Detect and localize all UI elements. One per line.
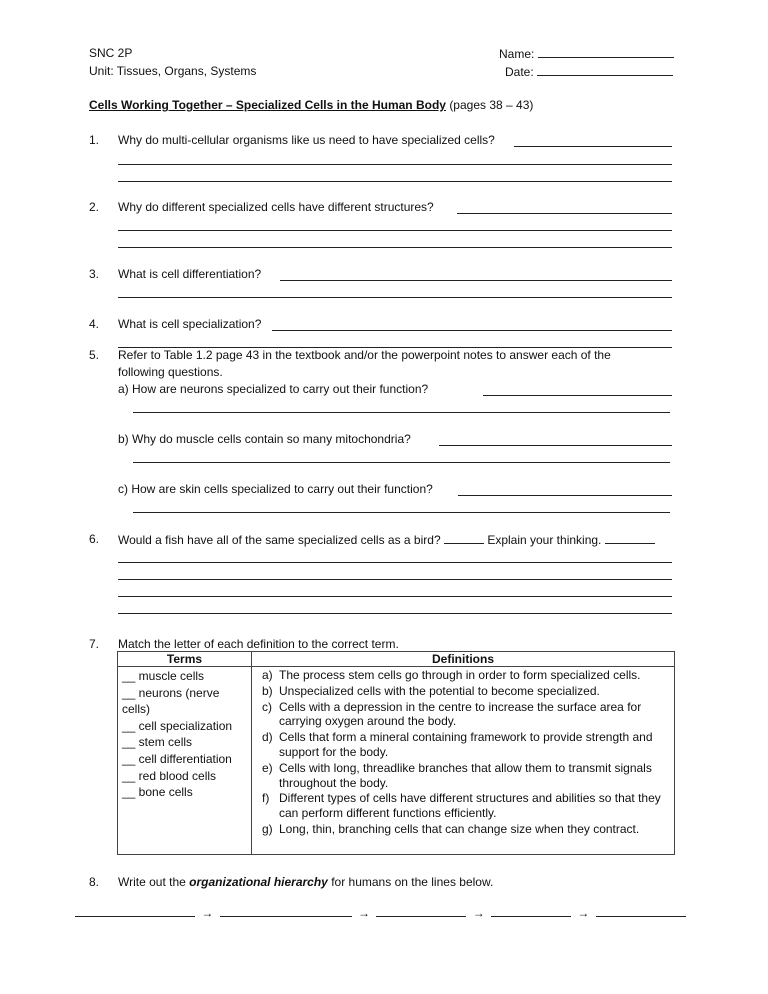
q5b-text: b) Why do muscle cells contain so many mitochondria? (118, 432, 411, 446)
definition-letter: c) (262, 699, 272, 714)
definition-letter: d) (262, 730, 273, 745)
q6-answer-line[interactable] (118, 613, 672, 614)
definition-letter: f) (262, 791, 270, 806)
q5c-answer-line[interactable] (458, 495, 672, 496)
name-field[interactable] (499, 46, 674, 61)
q7-text: Match the letter of each definition to the correct term. (118, 637, 399, 651)
q4-answer-line[interactable] (272, 330, 672, 331)
worksheet-title (89, 98, 533, 112)
definition-text: The process stem cells go through in order to form specialized cells. (279, 668, 641, 682)
q7-number: 7. (89, 637, 100, 651)
q2-answer-line[interactable] (457, 213, 672, 214)
q4-number: 4. (89, 317, 100, 331)
course-code: SNC 2P (89, 46, 133, 60)
term-item[interactable]: __ red blood cells (122, 768, 217, 783)
q1-answer-line[interactable] (118, 181, 672, 182)
definitions-header: Definitions (252, 652, 675, 667)
title-pages: (pages 38 – 43) (449, 98, 534, 112)
terms-header: Terms (118, 652, 252, 667)
definition-text: Long, thin, branching cells that can change size when they contract. (279, 821, 640, 836)
q8-emphasis: organizational hierarchy (189, 875, 328, 889)
q1-answer-line[interactable] (514, 146, 672, 147)
term-item[interactable]: __ neurons (nerve cells) (122, 685, 220, 717)
q6-answer-line[interactable] (118, 562, 672, 563)
q6-question: Would a fish have all of the same specialized cells as a bird? (118, 533, 441, 547)
definition-letter: a) (262, 668, 273, 682)
q4-text: What is cell specialization? (118, 317, 262, 331)
definitions-column (252, 667, 675, 855)
title-text: Cells Working Together – Specialized Cells in the Human Body (89, 98, 446, 112)
hierarchy-blank[interactable] (376, 905, 466, 917)
date-field[interactable] (505, 64, 673, 79)
definition-item (256, 668, 670, 683)
term-item[interactable]: __ cell differentiation (122, 751, 232, 766)
definition-item (256, 684, 670, 699)
q2-text: Why do different specialized cells have different structures? (118, 200, 434, 214)
arrow-icon: → (577, 906, 590, 920)
definition-item (256, 822, 670, 837)
q5b-answer-line[interactable] (439, 445, 672, 446)
hierarchy-blank[interactable] (491, 905, 571, 917)
q5-text-line1: Refer to Table 1.2 page 43 in the textbook and/or the powerpoint notes to answer each of the (118, 348, 611, 362)
q3-answer-line[interactable] (118, 297, 672, 298)
arrow-icon: → (201, 906, 214, 920)
arrow-icon: → (472, 906, 485, 920)
q5-number: 5. (89, 348, 100, 362)
q2-answer-line[interactable] (118, 230, 672, 231)
definition-item (256, 700, 670, 730)
q5a-text: a) How are neurons specialized to carry out their function? (118, 382, 429, 396)
q5a-answer-line[interactable] (483, 395, 672, 396)
date-blank[interactable] (537, 64, 673, 76)
definition-letter: e) (262, 760, 273, 775)
term-item[interactable]: __ cell specialization (122, 718, 233, 733)
definition-item (256, 761, 670, 791)
term-item[interactable]: __ muscle cells (122, 669, 205, 683)
term-item[interactable]: __ stem cells (122, 735, 193, 750)
hierarchy-row (72, 905, 689, 920)
unit-name: Unit: Tissues, Organs, Systems (89, 64, 257, 78)
hierarchy-blank[interactable] (75, 905, 195, 917)
q8-number: 8. (89, 875, 100, 889)
definition-item (256, 730, 670, 760)
definition-text: Unspecialized cells with the potential to become specialized. (279, 683, 600, 698)
q6-explain: Explain your thinking. (487, 533, 602, 547)
definition-text: Cells that form a mineral containing framework to provide strength and support for the body. (279, 730, 653, 759)
q8-text-before: Write out the (118, 875, 186, 889)
matching-table (117, 651, 675, 855)
q6-answer-line[interactable] (118, 579, 672, 580)
definition-text: Different types of cells have different structures and abilities so that they can perform different functions efficiently. (279, 791, 661, 821)
q5-text-line2: following questions. (118, 365, 223, 379)
q5c-answer-line[interactable] (133, 512, 670, 513)
q5c-text: c) How are skin cells specialized to carry out their function? (118, 482, 433, 496)
definition-letter: g) (262, 821, 273, 836)
q2-number: 2. (89, 200, 100, 214)
q8-text-after: for humans on the lines below. (331, 875, 494, 889)
definition-text: Cells with a depression in the centre to increase the surface area for carrying oxygen around the body. (279, 699, 642, 729)
q1-number: 1. (89, 133, 100, 147)
name-label: Name: (499, 47, 535, 61)
q6-explain-blank[interactable] (605, 532, 655, 544)
terms-column (118, 667, 252, 855)
definition-text: Cells with long, threadlike branches that allow them to transmit signals throughout the body. (279, 760, 652, 790)
hierarchy-blank[interactable] (596, 905, 686, 917)
arrow-icon: → (358, 906, 371, 920)
q6-number: 6. (89, 532, 100, 546)
q3-answer-line[interactable] (280, 280, 672, 281)
name-blank[interactable] (538, 46, 674, 58)
q3-number: 3. (89, 267, 100, 281)
term-item[interactable]: __ bone cells (122, 785, 193, 800)
q3-text: What is cell differentiation? (118, 267, 262, 281)
q6-answer-line[interactable] (118, 596, 672, 597)
q2-answer-line[interactable] (118, 247, 672, 248)
hierarchy-blank[interactable] (220, 905, 352, 917)
q1-text: Why do multi-cellular organisms like us need to have specialized cells? (118, 133, 495, 147)
q6-yes-no-blank[interactable] (444, 532, 484, 544)
q5a-answer-line[interactable] (133, 412, 670, 413)
q6-text (118, 532, 655, 547)
q1-answer-line[interactable] (118, 164, 672, 165)
q8-text (118, 875, 493, 889)
q5b-answer-line[interactable] (133, 462, 670, 463)
date-label: Date: (505, 65, 534, 79)
definition-letter: b) (262, 683, 273, 698)
definition-item (256, 791, 670, 821)
